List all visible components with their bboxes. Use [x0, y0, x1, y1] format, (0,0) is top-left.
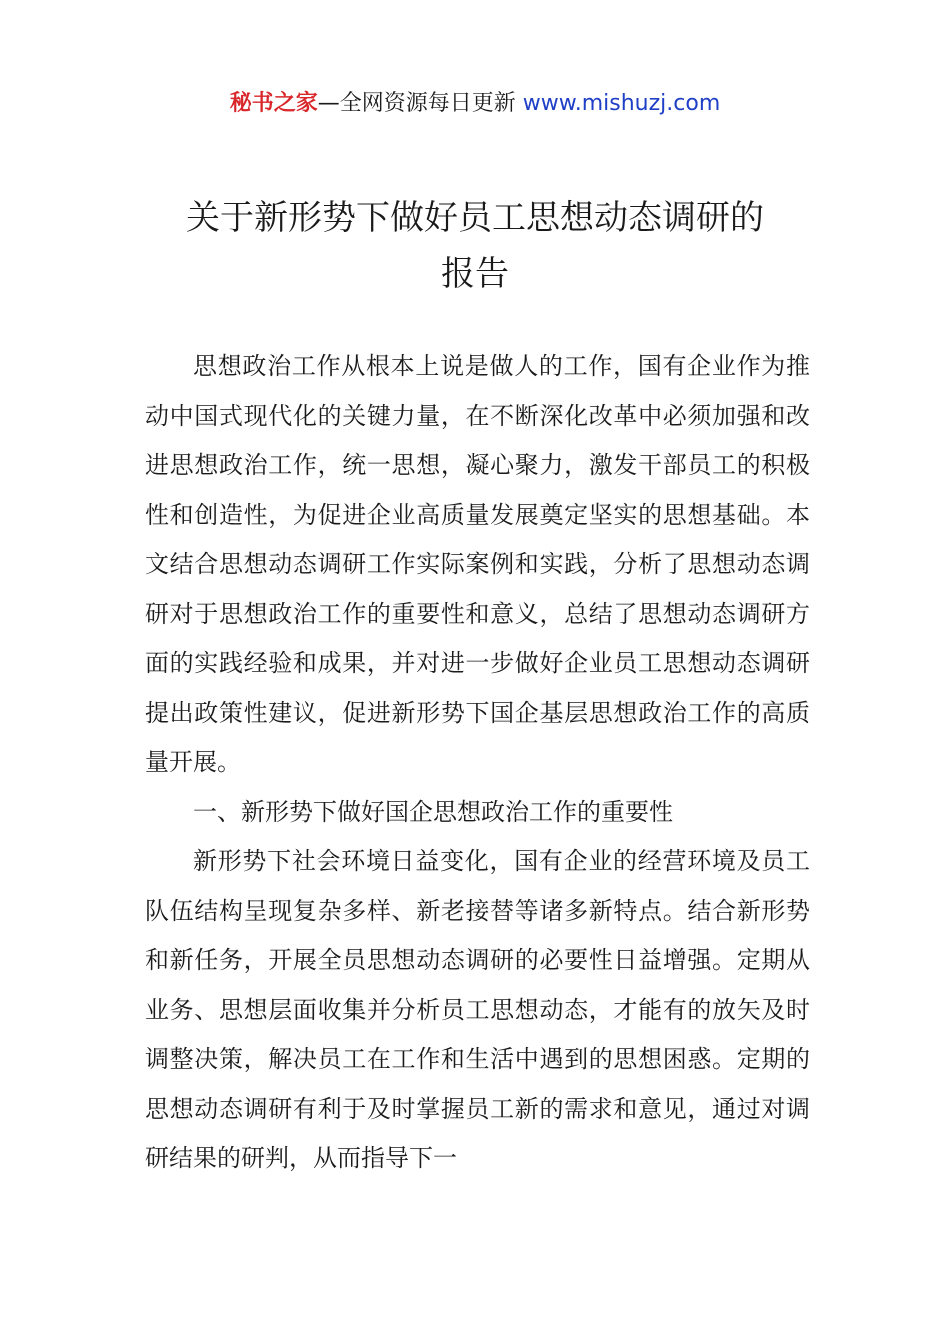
- site-header: [0, 86, 950, 122]
- document-title: [140, 190, 810, 302]
- site-url-link[interactable]: www.mishuzj.com: [522, 91, 721, 116]
- document-body: [145, 342, 810, 1184]
- title-line-1: 关于新形势下做好员工思想动态调研的: [186, 198, 764, 238]
- title-line-2: 报告: [441, 254, 509, 294]
- body-paragraph: 新形势下社会环境日益变化，国有企业的经营环境及员工队伍结构呈现复杂多样、新老接替等诸多新特点。结合新形势和新任务，开展全员思想动态调研的必要性日益增强。定期从业务、思想层面收集并分析员工思想动态，才能有的放矢及时调整决策，解决员工在工作和生活中遇到的思想困惑。定期的思想动态调研有利于及时掌握员工新的需求和意见，通过对调研结果的研判，从而指导下一: [145, 847, 810, 1172]
- intro-paragraph: 思想政治工作从根本上说是做人的工作，国有企业作为推动中国式现代化的关键力量，在不断深化改革中必须加强和改进思想政治工作，统一思想，凝心聚力，激发干部员工的积极性和创造性，为促进企业高质量发展奠定坚实的思想基础。本文结合思想动态调研工作实际案例和实践，分析了思想动态调研对于思想政治工作的重要性和意义，总结了思想动态调研方面的实践经验和成果，并对进一步做好企业员工思想动态调研提出政策性建议，促进新形势下国企基层思想政治工作的高质量开展。: [145, 352, 810, 776]
- section-heading-1: 一、新形势下做好国企思想政治工作的重要性: [193, 797, 673, 826]
- brand-name: 秘书之家: [229, 91, 318, 116]
- header-tagline: —全网资源每日更新: [317, 91, 523, 116]
